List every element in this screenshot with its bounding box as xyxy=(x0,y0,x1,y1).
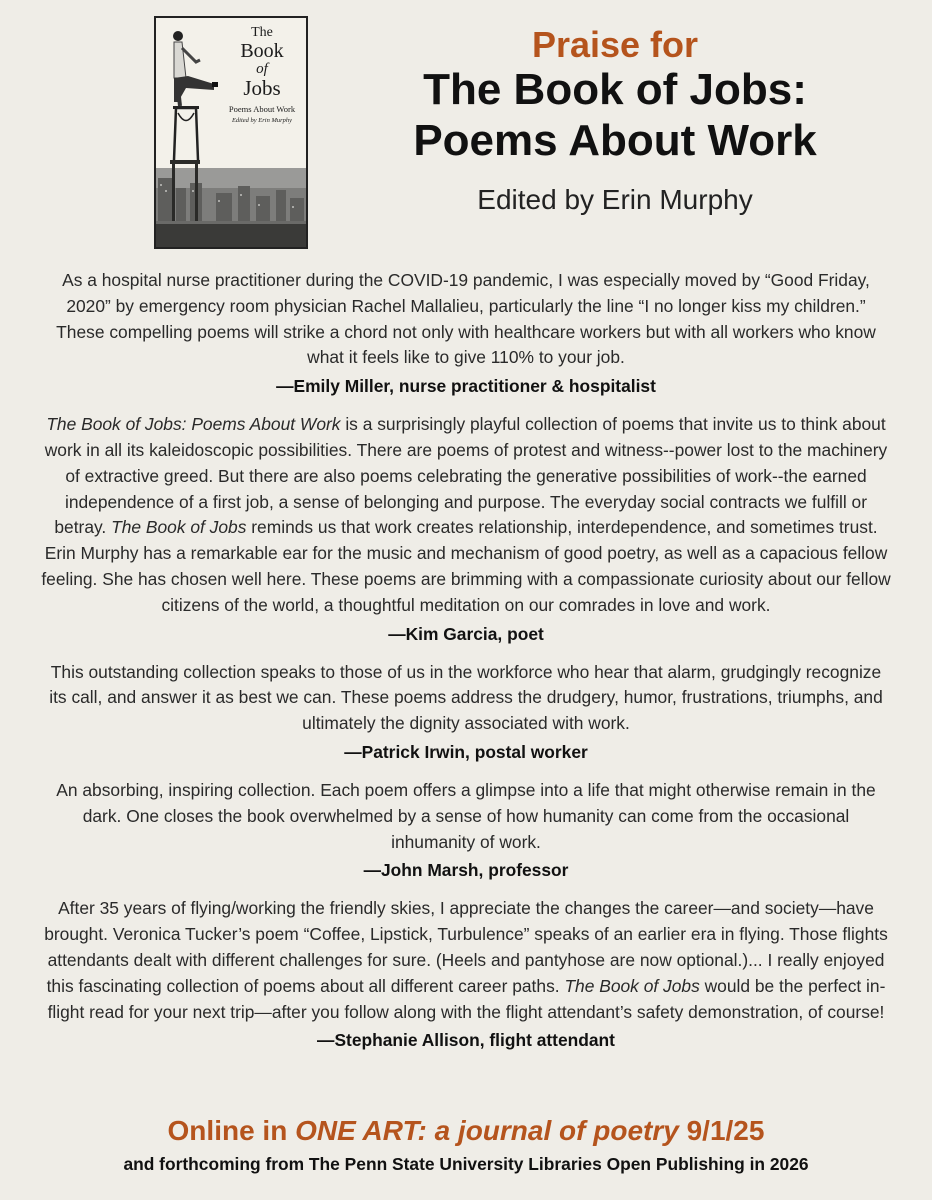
book-cover-image xyxy=(154,16,308,249)
cover-title-the: The xyxy=(251,25,273,40)
praise-heading: Praise for xyxy=(531,24,699,65)
publication-date: 9/1/25 xyxy=(678,1115,765,1146)
forthcoming-note: and forthcoming from The Penn State University Libraries Open Publishing in 2026 xyxy=(123,1154,809,1174)
blurb-text-part: would be the perfect in-flight read for your next trip—after you follow along with the flight attendant’s safety demonstration, of course! xyxy=(47,975,886,1022)
blurb-attribution: —Kim Garcia, poet xyxy=(388,623,544,644)
blurb-text xyxy=(40,896,892,1025)
cover-title-jobs: Jobs xyxy=(243,76,281,101)
journal-name: ONE ART: a journal of poetry xyxy=(295,1115,679,1146)
book-title-italic: The Book of Jobs xyxy=(564,975,700,996)
book-title-line-1: The Book of Jobs: xyxy=(423,65,807,115)
cover-editor: Edited by Erin Murphy xyxy=(231,117,293,125)
blurb-text xyxy=(40,412,892,618)
blurb-text xyxy=(40,778,892,855)
publication-announcement xyxy=(20,1114,912,1148)
book-title-italic: The Book of Jobs xyxy=(111,517,247,538)
blurb-text-part: An absorbing, inspiring collection. Each poem offers a glimpse into a life that might otherwise remain in the dark. One closes the book overwhelmed by a sense of how humanity can come from the occasional inhumanity of work. xyxy=(56,779,876,852)
blurb-attribution: —Patrick Irwin, postal worker xyxy=(344,741,588,762)
cover-title-block xyxy=(218,26,306,125)
blurb-item xyxy=(40,660,892,764)
footer xyxy=(20,1114,912,1175)
blurb-attribution: —John Marsh, professor xyxy=(363,860,569,881)
blurb-text-part: After 35 years of flying/working the friendly skies, I appreciate the changes the career—and society—have brought. Veronica Tucker’s poem “Coffee, Lipstick, Turbulence” speaks of an earlier era in flying. Those flights attendants dealt with different challenges for sure. (Heels and pantyhose are now optional.)... I really enjoyed this fascinating collection of poems about all different career paths. xyxy=(44,898,888,996)
blurb-text-part: As a hospital nurse practitioner during the COVID-19 pandemic, I was especially moved by “Good Friday, 2020” by emergency room physician Rachel Mallalieu, particularly the line “I no longer kiss my children.” These compelling poems will strike a chord not only with healthcare workers but with all workers who know what it feels like to give 110% to your job. xyxy=(56,270,876,368)
header xyxy=(330,24,900,216)
cover-title-book: Book xyxy=(240,39,284,62)
blurb-list xyxy=(40,268,892,1066)
blurb-item xyxy=(40,896,892,1052)
blurb-attribution: —Emily Miller, nurse practitioner & hospitalist xyxy=(276,376,656,397)
cover-subtitle: Poems About Work xyxy=(228,104,296,115)
blurb-item xyxy=(40,778,892,882)
blurb-item xyxy=(40,268,892,398)
online-prefix: Online in xyxy=(167,1115,296,1146)
blurb-text xyxy=(40,660,892,737)
blurb-attribution: —Stephanie Allison, flight attendant xyxy=(317,1030,615,1051)
book-title-line-2: Poems About Work xyxy=(413,115,817,165)
cover-title-of: of xyxy=(256,60,268,77)
editor-credit: Edited by Erin Murphy xyxy=(477,183,753,215)
blurb-text-part: is a surprisingly playful collection of poems that invite us to think about work in all its kaleidoscopic possibilities. There are poems of protest and witness--power lost to the machinery of extractive greed. But there are also poems celebrating the generative possibilities of work--the earned independence of a first job, a sense of belonging and purpose. The everyday social contracts we fulfill or betray. xyxy=(44,414,888,538)
blurb-item xyxy=(40,412,892,645)
blurb-text-part: reminds us that work creates relationship, interdependence, and sometimes trust. Erin Murphy has a remarkable ear for the music and mechanism of good poetry, as well as a capacious fellow feeling. She has chosen well here. These poems are brimming with a compassionate curiosity about our fellow citizens of the world, a thoughtful meditation on our comrades in love and work. xyxy=(41,517,891,615)
blurb-text xyxy=(40,268,892,371)
book-title-italic: The Book of Jobs: Poems About Work xyxy=(46,414,341,435)
blurb-text-part: This outstanding collection speaks to those of us in the workforce who hear that alarm, grudgingly recognize its call, and answer it as best we can. These poems address the drudgery, humor, frustrations, triumphs, and ultimately the dignity associated with work. xyxy=(49,661,883,734)
